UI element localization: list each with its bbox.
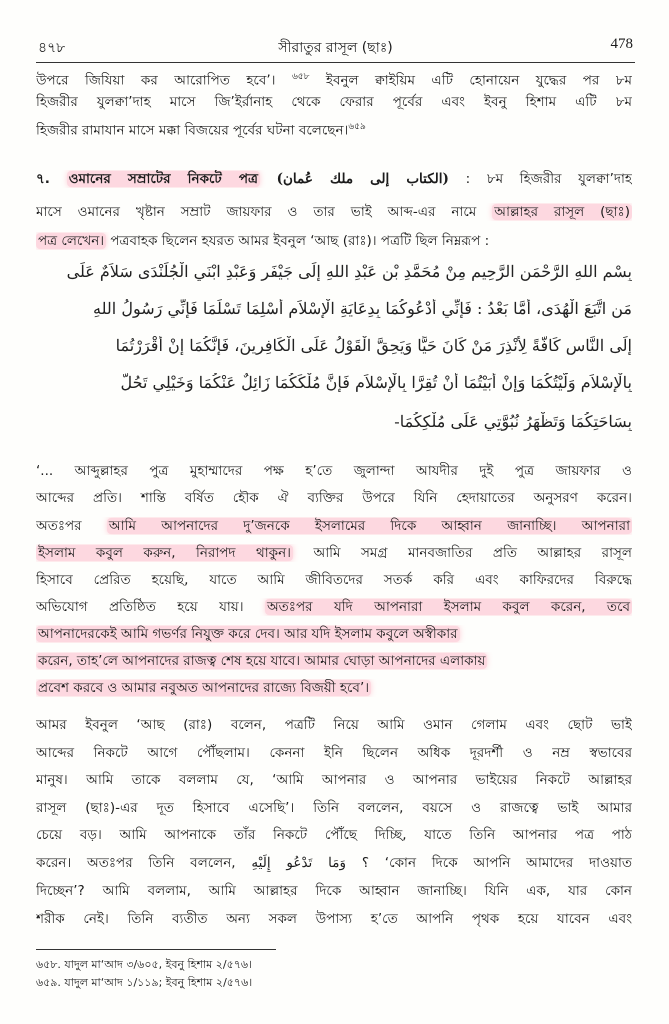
translation-line: অতঃপর আমি আপনাদের দু’জনকে ইসলামের দিকে আহ্বান জানাচ্ছি। আপনারা [36, 518, 630, 534]
section-heading-line: ৭. ওমানের সম্রাটের নিকটে পত্র (الكتاب إلى ملك عُمان) : ৮ম হিজরীর যুলক্বা’দাহ [36, 171, 632, 187]
highlight: অতঃপর যদি আপনারা ইসলাম কবুল করেন, তবে [266, 599, 631, 615]
translation-line [36, 625, 632, 643]
body-line: পত্র লেখেন। পত্রবাহক ছিলেন হযরত আমর ইবনুল ‘আছ (রাঃ)। পত্রটি ছিল নিম্নরূপ : [38, 233, 490, 249]
arabic-line: بِالْإِسْلاَمِ وَلَّيْتُكُمَا وَإِنْ أَبَيْتُمَا أَنْ تُقِرَّا بِالْإِسْلاَمِ فَإِنَّ مُلْكَكُمَا زَائِلٌ عَنْكُمَا وَخَيْلِي تَحُلُّ [120, 373, 632, 392]
footnote-ref[interactable]: ৬৫৮ [291, 72, 310, 82]
section-title: ওমানের সম্রাটের নিকটে পত্র [68, 171, 258, 187]
footnote: ৬৫৯. যাদুল মা‘আদ ১/১১৯; ইবনু হিশাম ২/৫৭৬। [36, 976, 253, 989]
translation-line: হিসাবে প্রেরিত হয়েছি, যাতে আমি জীবিতদের সতর্ক করি এবং কাফিরদের বিরুদ্ধে [36, 572, 632, 588]
highlight: আমি আপনাদের দু’জনকে ইসলামের দিকে আহ্বান জানাচ্ছি। আপনারা [108, 518, 630, 534]
body-line: আমর ইবনুল ‘আছ (রাঃ) বলেন, পত্রটি নিয়ে আমি ওমান গেলাম এবং ছোট ভাই [36, 717, 632, 733]
page-number-bengali: ৪৭৮ [38, 40, 66, 56]
body-line: হিজরীর যুলক্বা’দাহ মাসে জি’ইর্রানাহ থেকে ফেরার পূর্বের এবং ইবনু হিশাম এটি ৮ম [36, 94, 632, 110]
highlight: করেন, তাহ’লে আপনাদের রাজত্ব শেষ হয়ে যাবে। আমার ঘোড়া আপনাদের এলাকায় [38, 653, 486, 669]
translation-line: ‘... আব্দুল্লাহর পুত্র মুহাম্মাদের পক্ষ হ’তে জুলান্দা আযদীর দুই পুত্র জায়ফার ও [36, 463, 632, 479]
body-line: শরীক নেই। তিনি ব্যতীত অন্য সকল উপাস্য হ’তে আপনি পৃথক হয়ে যাবেন এবং [36, 911, 632, 927]
arabic-line: بِسْمِ اللهِ الرَّحْمَنِ الرَّحِيمِ مِنْ مُحَمَّدِ بْنِ عَبْدِ اللهِ إِلَى جَيْفَرٍ وَعَبْدِ ابْنَيِ الْجُلَنْدَى سَلاَمٌ عَلَى [66, 262, 632, 281]
section-title-arabic: (الكتاب إلى ملك عُمان) [276, 171, 449, 187]
body-line: আব্দের নিকটে আগে পৌঁছলাম। কেননা ইনি ছিলেন অধিক দূরদর্শী ও নম্র স্বভাবের [36, 745, 632, 761]
body-line: হিজরীর রামাযান মাসে মক্কা বিজয়ের পূর্বের ঘটনা বলেছেন।$^{৬৫৯}$ [36, 122, 366, 139]
body-line: চেয়ে বড়। আমি আপনাকে তাঁর নিকটে পৌঁছে দিচ্ছি, যাতে তিনি আপনার পত্র পাঠ [36, 827, 632, 843]
arabic-line: مَنِ اتَّبَعَ الْهُدَى، أَمَّا بَعْدُ : فَإِنِّي أَدْعُوكُمَا بِدِعَايَةِ الْإِسْلاَمِ أَسْلِمَا تَسْلَمَا فَإِنِّي رَسُولُ اللهِ [93, 299, 632, 318]
body-line: দিচ্ছেন’? আমি বললাম, আমি আল্লাহর দিকে আহ্বান জানাচ্ছি। যিনি এক, যার কোন [36, 883, 632, 899]
page-header [36, 36, 635, 63]
arabic-line: إِلَى النَّاسِ كَافَّةً لِأُنْذِرَ مَنْ كَانَ حَيًّا وَيَحِقَّ الْقَوْلُ عَلَى الْكَافِرِينَ، فَإِنَّكُمَا إِنْ أَقْرَرْتُمَا [115, 336, 632, 355]
running-title: সীরাতুর রাসূল (ছাঃ) [278, 40, 393, 56]
footnote-ref[interactable]: ৬৫৯ [348, 122, 366, 132]
body-line: মানুষ। আমি তাকে বললাম যে, ‘আমি আপনার ও আপনার ভাইয়ের নিকটে আল্লাহর [36, 772, 632, 788]
body-line: রাসূল (ছাঃ)-এর দূত হিসাবে এসেছি’। তিনি বললেন, বয়সে ও রাজত্বে ভাই আমার [36, 800, 632, 816]
footnote-divider [36, 949, 276, 950]
highlight: প্রবেশ করবে ও আমার নবুঅত আপনাদের রাজ্যে বিজয়ী হবে’। [38, 680, 370, 696]
arabic-line: بِسَاحَتِكُمَا وَتَظْهَرُ نُبُوَّتِي عَلَى مُلْكِكُمَا- [394, 412, 632, 431]
highlight: আপনাদেরকেই আমি গভর্ণর নিযুক্ত করে দেব। আর যদি ইসলাম কবুলে অস্বীকার [38, 626, 458, 642]
translation-line: ইসলাম কবুল করুন, নিরাপদ থাকুন। আমি সমগ্র মানবজাতির প্রতি আল্লাহর রাসূল [38, 545, 632, 561]
translation-line [36, 652, 632, 670]
body-line: উপরে জিযিয়া কর আরোপিত হবে’। $^{৬৫৮}$ ইবনুল ক্বাইয়িম এটি হোনায়েন যুদ্ধের পর ৮ম [36, 72, 632, 89]
translation-line: আব্দের প্রতি। শান্তি বর্ষিত হৌক ঐ ব্যক্তির উপরে যিনি হেদায়াতের অনুসরণ করেন। [36, 490, 632, 506]
highlight: পত্র লেখেন। [38, 233, 105, 249]
footnote: ৬৫৮. যাদুল মা‘আদ ৩/৬০৫, ইবনু হিশাম ২/৫৭৬। [36, 958, 252, 971]
section-number: ৭. [36, 171, 50, 187]
arabic-phrase: ؟ وَمَا تَدْعُو إِلَيْهِ [251, 855, 369, 871]
body-line: মাসে ওমানের খৃষ্টান সম্রাট জায়ফার ও তার ভাই আব্দ-এর নামে আল্লাহর রাসূল (ছাঃ) [36, 204, 630, 220]
body-line: করেন। অতঃপর তিনি বললেন, ؟ وَمَا تَدْعُو إِلَيْهِ ‘কোন দিকে আপনি আমাদের দাওয়াত [36, 855, 632, 871]
translation-line [36, 679, 632, 697]
highlight: আল্লাহর রাসূল (ছাঃ) [494, 204, 630, 220]
page-number: 478 [610, 36, 633, 52]
highlight: ইসলাম কবুল করুন, নিরাপদ থাকুন। [38, 545, 291, 561]
translation-line: অভিযোগ প্রতিষ্ঠিত হয়ে যায়। অতঃপর যদি আপনারা ইসলাম কবুল করেন, তবে [36, 599, 631, 615]
